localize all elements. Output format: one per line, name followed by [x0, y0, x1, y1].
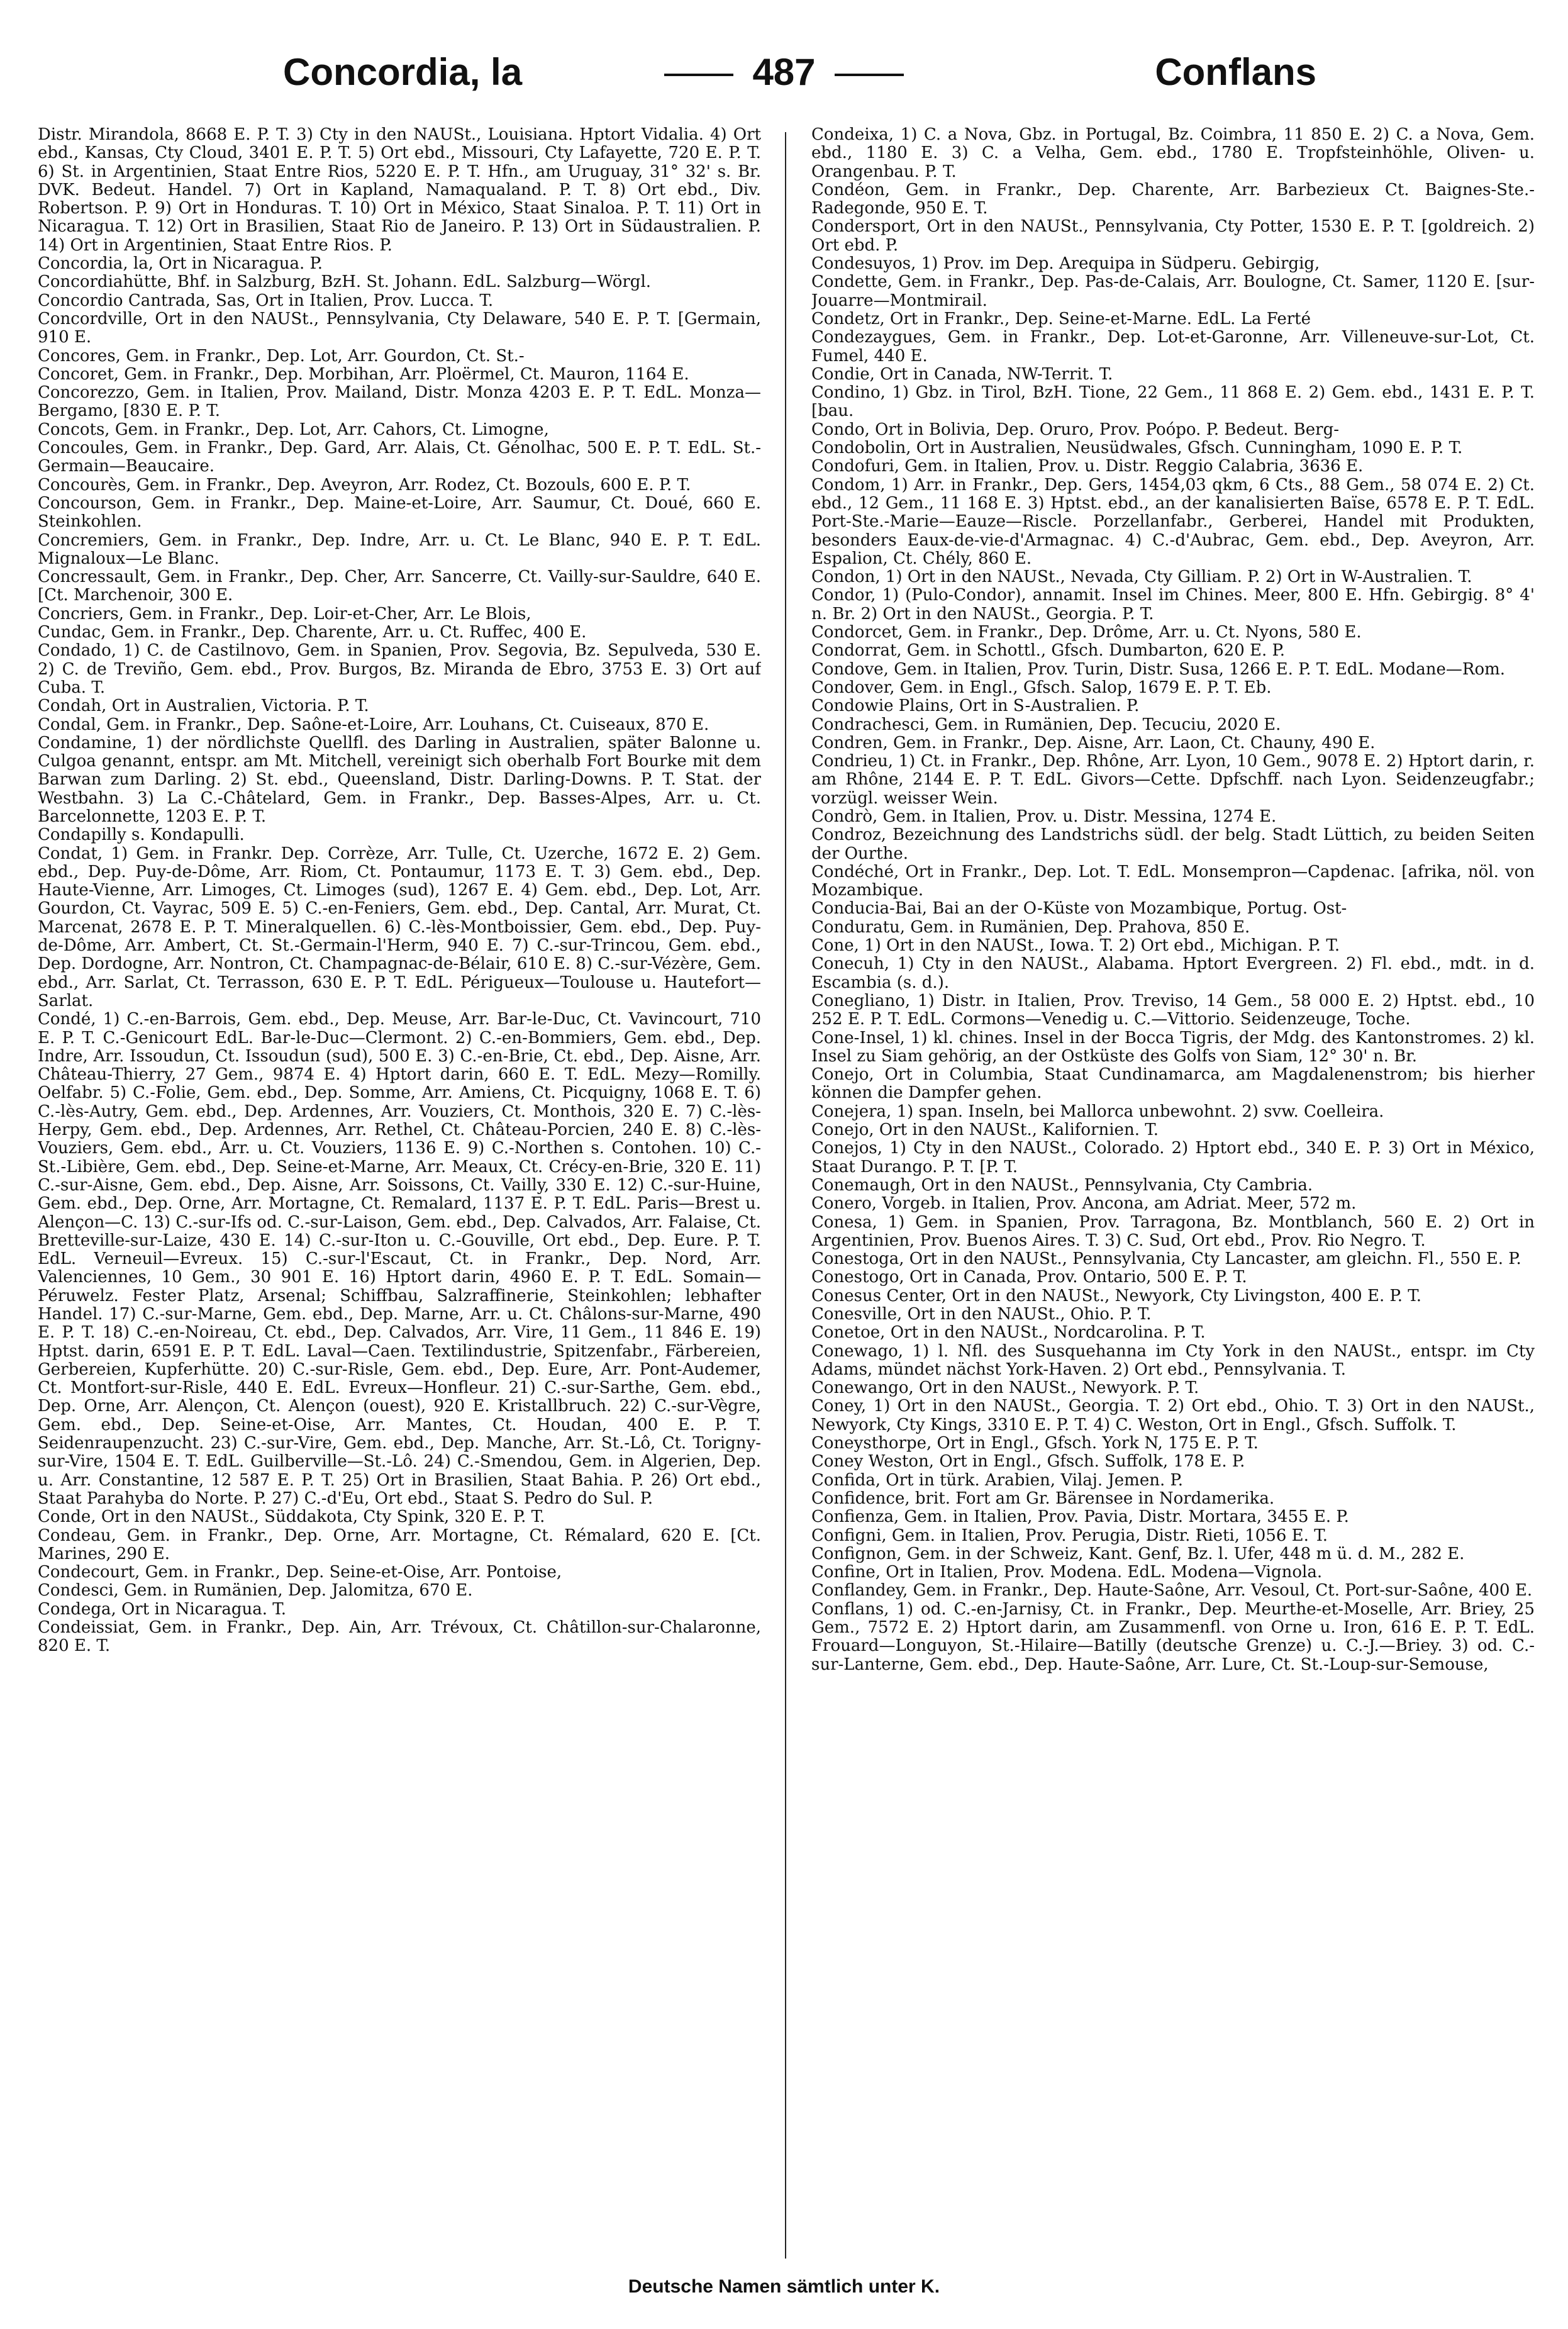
dictionary-entry: Condat, 1) Gem. in Frankr. Dep. Corrèze, Arr. Tulle, Ct. Uzerche, 1672 E. 2) Gem. ebd., Dep. Puy-de-Dôme, Arr. Riom, Ct. Pontaumur, 1173 E. T. 3) Gem. ebd., Dep. Haute-Vienne, Arr. Limoges, Ct. Limoges (sud), 1267 E. 4) Gem. ebd., Dep. Lot, Arr. Gourdon, Ct. Vayrac, 509 E. 5) C.-en-Feniers, Gem. ebd., Dep. Cantal, Arr. Murat, Ct. Marcenat, 2678 E. P. T. Mineralquellen. 6) C.-lès-Montboissier, Gem. ebd., Dep. Puy-de-Dôme, Arr. Ambert, Ct. St.-Germain-l'Herm, 940 E. 7) C.-sur-Trincou, Gem. ebd., Dep. Dordogne, Arr. Nontron, Ct. Champagnac-de-Bélair, 610 E. 8) C.-sur-Vézère, Gem. ebd., Arr. Sarlat, Ct. Terrasson, 630 E. P. T. EdL. Périgueux—Toulouse u. Hautefort—Sarlat. — [38, 844, 761, 1010]
column-divider — [785, 132, 786, 2259]
dictionary-entry: Conejo, Ort in Columbia, Staat Cundinamarca, am Magdalenenstrom; bis hierher können die Dampfer gehen. — [811, 1065, 1535, 1103]
dictionary-entry: Condrachesci, Gem. in Rumänien, Dep. Tecuciu, 2020 E. — [811, 715, 1281, 734]
dictionary-entry: Condrò, Gem. in Italien, Prov. u. Distr. Messina, 1274 E. — [811, 807, 1277, 826]
dictionary-entry: Condado, 1) C. de Castilnovo, Gem. in Spanien, Prov. Segovia, Bz. Sepulveda, 530 E. 2) C. de Treviño, Gem. ebd., Prov. Burgos, Bz. Miranda de Ebro, 3753 E. 3) Ort auf Cuba. T. — [38, 641, 761, 697]
dictionary-entry: Concots, Gem. in Frankr., Dep. Lot, Arr. Cahors, Ct. Limogne, — [38, 420, 549, 439]
dictionary-entry: Condie, Ort in Canada, NW-Territ. T. — [811, 364, 1113, 384]
header-dash-left — [664, 74, 733, 76]
dictionary-entry: Condofuri, Gem. in Italien, Prov. u. Distr. Reggio Calabria, 3636 E. — [811, 457, 1364, 476]
dictionary-entry: Coneysthorpe, Ort in Engl., Gfsch. York N, 175 E. P. T. — [811, 1434, 1259, 1453]
dictionary-entry: Concourès, Gem. in Frankr., Dep. Aveyron, Arr. Rodez, Ct. Bozouls, 600 E. P. T. — [38, 475, 691, 494]
dictionary-entry: Condino, 1) Gbz. in Tirol, BzH. Tione, 22 Gem., 11 868 E. 2) Gem. ebd., 1431 E. P. T. [bau. — [811, 383, 1535, 421]
dictionary-entry: Confidence, brit. Fort am Gr. Bärensee in Nordamerika. — [811, 1488, 1275, 1508]
dictionary-entry: Condéché, Ort in Frankr., Dep. Lot. T. EdL. Monsempron—Capdenac. [afrika, nöl. von Mozambique. — [811, 862, 1535, 900]
dictionary-entry: Condorrat, Gem. in Schottl., Gfsch. Dumbarton, 620 E. P. — [811, 641, 1286, 661]
dictionary-entry: Concremiers, Gem. in Frankr., Dep. Indre, Arr. u. Ct. Le Blanc, 940 E. P. T. EdL. Mignaloux—Le Blanc. — [38, 530, 761, 568]
dictionary-entry: Conemaugh, Ort in den NAUSt., Pennsylvania, Cty Cambria. — [811, 1175, 1313, 1195]
dictionary-entry: Condal, Gem. in Frankr., Dep. Saône-et-Loire, Arr. Louhans, Ct. Cuiseaux, 870 E. — [38, 715, 709, 734]
dictionary-entry: Conejera, 1) span. Inseln, bei Mallorca unbewohnt. 2) svw. Coelleira. — [811, 1102, 1384, 1121]
dictionary-entry: Condroz, Bezeichnung des Landstrichs südl. der belg. Stadt Lüttich, zu beiden Seiten der Ourthe. — [811, 825, 1535, 863]
dictionary-entry: Condeissiat, Gem. in Frankr., Dep. Ain, Arr. Trévoux, Ct. Châtillon-sur-Chalaronne, 820 E. T. — [38, 1618, 761, 1656]
dictionary-entry: Conecuh, 1) Cty in den NAUSt., Alabama. Hptort Evergreen. 2) Fl. ebd., mdt. in d. Escambia (s. d.). — [811, 954, 1535, 992]
header-last-entry: Conflans — [1155, 51, 1316, 93]
dictionary-entry: Conestoga, Ort in den NAUSt., Pennsylvania, Cty Lancaster, am gleichn. Fl., 550 E. P. — [811, 1249, 1521, 1269]
dictionary-entry: Concoret, Gem. in Frankr., Dep. Morbihan, Arr. Ploërmel, Ct. Mauron, 1164 E. — [38, 364, 689, 384]
dictionary-entry: Concriers, Gem. in Frankr., Dep. Loir-et-Cher, Arr. Le Blois, — [38, 604, 531, 623]
dictionary-entry: Conde, Ort in den NAUSt., Süddakota, Cty Spink, 320 E. P. T. — [38, 1507, 545, 1527]
dictionary-entry: Coney, 1) Ort in den NAUSt., Georgia. T. 2) Ort ebd., Ohio. T. 3) Ort in den NAUSt., Newyork, Cty Kings, 3310 E. P. T. 4) C. Weston, Ort in Engl., Gfsch. Suffolk. T. — [811, 1397, 1535, 1434]
dictionary-entry: Conduratu, Gem. in Rumänien, Dep. Prahova, 850 E. — [811, 917, 1250, 937]
dictionary-entry: Concressault, Gem. in Frankr., Dep. Cher, Arr. Sancerre, Ct. Vailly-sur-Sauldre, 640 E. [Ct. Marchenoir, 300 E. — [38, 567, 761, 605]
header-first-entry: Concordia, la — [283, 51, 523, 93]
dictionary-entry: Condrieu, 1) Ct. in Frankr., Dep. Rhône, Arr. Lyon, 10 Gem., 9078 E. 2) Hptort darin, r. am Rhône, 2144 E. P. T. EdL. Givors—Cette. Dpfschff. nach Lyon. Seidenzeugfabr.; vorzügl. weisser Wein. — [811, 752, 1535, 808]
dictionary-entry: Confine, Ort in Italien, Prov. Modena. EdL. Modena—Vignola. — [811, 1563, 1323, 1582]
dictionary-entry: Condezaygues, Gem. in Frankr., Dep. Lot-et-Garonne, Arr. Villeneuve-sur-Lot, Ct. Fumel, 440 E. — [811, 328, 1535, 366]
dictionary-entry: Conewago, 1) l. Nfl. des Susquehanna im Cty York in den NAUSt., entspr. im Cty Adams, mündet nächst York-Haven. 2) Ort ebd., Pennsylvania. T. — [811, 1341, 1535, 1379]
footer-note: Deutsche Namen sämtlich unter K. — [628, 2276, 940, 2297]
dictionary-entry: Condé, 1) C.-en-Barrois, Gem. ebd., Dep. Meuse, Arr. Bar-le-Duc, Ct. Vavincourt, 710 E. P. T. C.-Genicourt EdL. Bar-le-Duc—Clermont. 2) C.-en-Bommiers, Gem. ebd., Dep. Indre, Arr. Issoudun, Ct. Issoudun (sud), 500 E. 3) C.-en-Brie, Ct. ebd., Dep. Aisne, Arr. Château-Thierry, 27 Gem., 9874 E. 4) Hptort darin, 660 E. T. EdL. Mezy—Romilly. Oelfabr. 5) C.-Folie, Gem. ebd., Dep. Somme, Arr. Amiens, Ct. Picquigny, 1068 E. T. 6) C.-lès-Autry, Gem. ebd., Dep. Ardennes, Arr. Vouziers, Ct. Monthois, 320 E. 7) C.-lès-Herpy, Gem. ebd., Dep. Ardennes, Arr. Rethel, Ct. Château-Porcien, 240 E. 8) C.-lès-Vouziers, Gem. ebd., Arr. u. Ct. Vouziers, 1136 E. 9) C.-Northen s. Contohen. 10) C.-St.-Libière, Gem. ebd., Dep. Seine-et-Marne, Arr. Meaux, Ct. Crécy-en-Brie, 320 E. 11) C.-sur-Aisne, Gem. ebd., Dep. Aisne, Arr. Soissons, Ct. Vailly, 330 E. 12) C.-sur-Huine, Gem. ebd., Dep. Orne, Arr. Mortagne, Ct. Remalard, 1137 E. P. T. EdL. Paris—Brest u. Alençon—C. 13) C.-sur-Ifs od. C.-sur-Laison, Gem. ebd., Dep. Calvados, Arr. Falaise, Ct. Bretteville-sur-Laize, 430 E. 14) C.-sur-Iton u. C.-Gouville, Ort ebd., Dep. Eure. P. T. EdL. Verneuil—Evreux. 15) C.-sur-l'Escaut, Ct. in Frankr., Dep. Nord, Arr. Valenciennes, 10 Gem., 30 901 E. 16) Hptort darin, 4960 E. P. T. EdL. Somain—Péruwelz. Fester Platz, Arsenal; Schiffbau, Salzraffinerie, Steinkohlen; lebhafter Handel. 17) C.-sur-Marne, Gem. ebd., Dep. Marne, Arr. u. Ct. Châlons-sur-Marne, 490 E. P. T. 18) C.-en-Noireau, Ct. ebd., Dep. Calvados, Arr. Vire, 11 Gem., 11 846 E. 19) Hptst. darin, 6591 E. P. T. EdL. Laval—Caen. Textilindustrie, Spitzenfabr., Färbereien, Gerbereien, Kupferhütte. 20) C.-sur-Risle, Gem. ebd., Dep. Eure, Arr. Pont-Audemer, Ct. Montfort-sur-Risle, 440 E. EdL. Evreux—Honfleur. 21) C.-sur-Sarthe, Gem. ebd., Dep. Orne, Arr. Alençon, Ct. Alençon (ouest), 920 E. Kristallbruch. 22) C.-sur-Vègre, Gem. ebd., Dep. Seine-et-Oise, Arr. Mantes, Ct. Houdan, 400 E. P. T. Seidenraupenzucht. 23) C.-sur-Vire, Gem. ebd., Dep. Manche, Arr. St.-Lô, Ct. Torigny-sur-Vire, 1504 E. T. EdL. Guilberville—St.-Lô. 24) C.-Smendou, Gem. in Algerien, Dep. u. Arr. Constantine, 12 587 E. P. T. 25) Ort in Brasilien, Staat Bahia. P. 26) Ort ebd., Staat Parahyba do Norte. P. 27) C.-d'Eu, Ort ebd., Staat S. Pedro do Sul. P. — [38, 1010, 761, 1508]
dictionary-entry: Condesci, Gem. in Rumänien, Dep. Jalomitza, 670 E. — [38, 1581, 473, 1600]
dictionary-entry: Condapilly s. Kondapulli. — [38, 825, 245, 845]
dictionary-entry: Condorcet, Gem. in Frankr., Dep. Drôme, Arr. u. Ct. Nyons, 580 E. — [811, 623, 1362, 642]
dictionary-entry: Cone-Insel, 1) kl. chines. Insel in der Bocca Tigris, der Mdg. des Kantonstromes. 2) kl. Insel zu Siam gehörig, an der Ostküste des Golfs von Siam, 12° 30' n. Br. — [811, 1028, 1535, 1066]
dictionary-entry: Condamine, 1) der nördlichste Quellfl. des Darling in Australien, später Balonne u. Culgoa genannt, entspr. am Mt. Mitchell, vereinigt sich oberhalb Fort Bourke mit dem Barwan zum Darling. 2) St. ebd., Queensland, Distr. Darling-Downs. P. T. Stat. der Westbahn. 3) La C.-Châtelard, Gem. in Frankr., Dep. Basses-Alpes, Arr. u. Ct. Barcelonnette, 1203 E. P. T. — [38, 733, 761, 826]
dictionary-entry: Condove, Gem. in Italien, Prov. Turin, Distr. Susa, 1266 E. P. T. EdL. Modane—Rom. — [811, 659, 1506, 679]
dictionary-entry: Conero, Vorgeb. in Italien, Prov. Ancona, am Adriat. Meer, 572 m. — [811, 1194, 1357, 1214]
dictionary-entry: Conewango, Ort in den NAUSt., Newyork. P. T. — [811, 1378, 1199, 1398]
dictionary-entry: Condom, 1) Arr. in Frankr., Dep. Gers, 1454,03 qkm, 6 Cts., 88 Gem., 58 074 E. 2) Ct. ebd., 12 Gem., 11 168 E. 3) Hptst. ebd., an der kanalisierten Baïse, 6578 E. P. T. EdL. Port-Ste.-Marie—Eauze—Riscle. Porzellanfabr., Gerberei, Handel mit Produkten, besonders Eaux-de-vie-d'Armagnac. 4) C.-d'Aubrac, Gem. ebd., Dep. Aveyron, Arr. Espalion, Ct. Chély, 860 E. — [811, 475, 1535, 568]
dictionary-entry: Conegliano, 1) Distr. in Italien, Prov. Treviso, 14 Gem., 58 000 E. 2) Hptst. ebd., 10 252 E. P. T. EdL. Cormons—Venedig u. C.—Vittorio. Seidenzeuge, Toche. — [811, 991, 1535, 1029]
dictionary-entry: Conejos, 1) Cty in den NAUSt., Colorado. 2) Hptort ebd., 340 E. P. 3) Ort in México, Staat Durango. P. T. [P. T. — [811, 1139, 1535, 1176]
dictionary-entry: Concordville, Ort in den NAUSt., Pennsylvania, Cty Delaware, 540 E. P. T. [Germain, 910 E. — [38, 309, 761, 347]
header-dash-right — [835, 74, 904, 76]
left-column — [38, 126, 761, 2265]
dictionary-entry: Cundac, Gem. in Frankr., Dep. Charente, Arr. u. Ct. Ruffec, 400 E. — [38, 623, 587, 642]
dictionary-entry: Condor, 1) (Pulo-Condor), annamit. Insel im Chines. Meer, 800 E. Hfn. Gebirgig. 8° 4' n. Br. 2) Ort in den NAUSt., Georgia. P. T. — [811, 586, 1535, 623]
dictionary-entry: Concordiahütte, Bhf. in Salzburg, BzH. St. Johann. EdL. Salzburg—Wörgl. — [38, 272, 652, 292]
dictionary-entry: Condo, Ort in Bolivia, Dep. Oruro, Prov. Poópo. P. Bedeut. Berg- — [811, 420, 1340, 439]
dictionary-entry: Condobolin, Ort in Australien, Neusüdwales, Gfsch. Cunningham, 1090 E. P. T. — [811, 438, 1463, 458]
dictionary-entry: Conejo, Ort in den NAUSt., Kalifornien. T. — [811, 1120, 1159, 1140]
dictionary-entry: Condowie Plains, Ort in S-Australien. P. — [811, 696, 1140, 716]
dictionary-entry: Condega, Ort in Nicaragua. T. — [38, 1599, 287, 1619]
dictionary-entry: Conestogo, Ort in Canada, Prov. Ontario, 500 E. P. T. — [811, 1268, 1247, 1287]
dictionary-entry: Distr. Mirandola, 8668 E. P. T. 3) Cty in den NAUSt., Louisiana. Hptort Vidalia. 4) Ort ebd., Kansas, Cty Cloud, 3401 E. P. T. 5) Ort ebd., Missouri, Cty Lafayette, 720 E. P. T. 6) St. in Argentinien, Staat Entre Rios, 5220 E. P. T. Hfn., am Uruguay, 31° 32' s. Br. DVK. Bedeut. Handel. 7) Ort in Kapland, Namaqualand. P. T. 8) Ort ebd., Div. Robertson. P. 9) Ort in Honduras. T. 10) Ort in México, Staat Sinaloa. P. T. 11) Ort in Nicaragua. T. 12) Ort in Brasilien, Staat Rio de Janeiro. P. 13) Ort in Südaustralien. P. 14) Ort in Argentinien, Staat Entre Rios. P. — [38, 126, 761, 255]
dictionary-entry: Condetz, Ort in Frankr., Dep. Seine-et-Marne. EdL. La Ferté — [811, 309, 1311, 328]
dictionary-entry: Condeixa, 1) C. a Nova, Gbz. in Portugal, Bz. Coimbra, 11 850 E. 2) C. a Nova, Gem. ebd., 1180 E. 3) C. a Velha, Gem. ebd., 1780 E. Tropfsteinhöhle, Oliven- u. Orangenbau. P. T. — [811, 126, 1535, 181]
dictionary-entry: Condecourt, Gem. in Frankr., Dep. Seine-et-Oise, Arr. Pontoise, — [38, 1563, 562, 1582]
dictionary-entry: Conflandey, Gem. in Frankr., Dep. Haute-Saône, Arr. Vesoul, Ct. Port-sur-Saône, 400 E. — [811, 1581, 1533, 1600]
dictionary-entry: Condeau, Gem. in Frankr., Dep. Orne, Arr. Mortagne, Ct. Rémalard, 620 E. [Ct. Marines, 290 E. — [38, 1526, 761, 1563]
dictionary-entry: Concordio Cantrada, Sas, Ort in Italien, Prov. Lucca. T. — [38, 291, 494, 310]
dictionary-entry: Condéon, Gem. in Frankr., Dep. Charente, Arr. Barbezieux Ct. Baignes-Ste.-Radegonde, 950 E. T. — [811, 180, 1535, 218]
dictionary-entry: Confignon, Gem. in der Schweiz, Kant. Genf, Bz. l. Ufer, 448 m ü. d. M., 282 E. — [811, 1544, 1465, 1563]
dictionary-entry: Condesuyos, 1) Prov. im Dep. Arequipa in Südperu. Gebirgig, — [811, 254, 1320, 274]
text-columns — [38, 126, 1535, 2265]
dictionary-entry: Concordia, la, Ort in Nicaragua. P. — [38, 254, 323, 274]
dictionary-entry: Conesa, 1) Gem. in Spanien, Prov. Tarragona, Bz. Montblanch, 560 E. 2) Ort in Argentinien, Prov. Buenos Aires. T. 3) C. Sud, Ort ebd., Prov. Rio Negro. T. — [811, 1212, 1535, 1250]
dictionary-entry: Conesville, Ort in den NAUSt., Ohio. P. T. — [811, 1305, 1152, 1324]
dictionary-entry: Confida, Ort in türk. Arabien, Vilaj. Jemen. P. — [811, 1470, 1183, 1490]
dictionary-entry: Conducia-Bai, Bai an der O-Küste von Mozambique, Portug. Ost- — [811, 899, 1347, 919]
dictionary-entry: Conflans, 1) od. C.-en-Jarnisy, Ct. in Frankr., Dep. Meurthe-et-Moselle, Arr. Briey, 25 Gem., 7572 E. 2) Hptort darin, am Zusammenfl. von Orne u. Iron, 616 E. P. T. EdL. Frouard—Longuyon, St.-Hilaire—Batilly (deutsche Grenze) u. C.-J.—Briey. 3) od. C.-sur-Lanterne, Gem. ebd., Dep. Haute-Saône, Arr. Lure, Ct. St.-Loup-sur-Semouse, — [811, 1599, 1535, 1674]
page-number: 487 — [752, 51, 816, 93]
dictionary-entry: Condover, Gem. in Engl., Gfsch. Salop, 1679 E. P. T. Eb. — [811, 678, 1272, 697]
dictionary-entry: Coney Weston, Ort in Engl., Gfsch. Suffolk, 178 E. P. — [811, 1452, 1245, 1472]
dictionary-entry: Condah, Ort in Australien, Victoria. P. T. — [38, 696, 369, 716]
dictionary-entry: Condette, Gem. in Frankr., Dep. Pas-de-Calais, Arr. Boulogne, Ct. Samer, 1120 E. [sur-Jouarre—Montmirail. — [811, 272, 1535, 310]
dictionary-entry: Concourson, Gem. in Frankr., Dep. Maine-et-Loire, Arr. Saumur, Ct. Doué, 660 E. Steinkohlen. — [38, 493, 761, 532]
dictionary-entry: Condon, 1) Ort in den NAUSt., Nevada, Cty Gilliam. P. 2) Ort in W-Australien. T. — [811, 567, 1472, 587]
dictionary-entry: Cone, 1) Ort in den NAUSt., Iowa. T. 2) Ort ebd., Michigan. P. T. — [811, 936, 1340, 956]
dictionary-entry: Confienza, Gem. in Italien, Prov. Pavia, Distr. Mortara, 3455 E. P. — [811, 1507, 1349, 1527]
dictionary-entry: Condren, Gem. in Frankr., Dep. Aisne, Arr. Laon, Ct. Chauny, 490 E. — [811, 733, 1376, 752]
dictionary-entry: Conesus Center, Ort in den NAUSt., Newyork, Cty Livingston, 400 E. P. T. — [811, 1286, 1422, 1305]
dictionary-entry: Conetoe, Ort in den NAUSt., Nordcarolina. P. T. — [811, 1323, 1206, 1343]
dictionary-entry: Concores, Gem. in Frankr., Dep. Lot, Arr. Gourdon, Ct. St.- — [38, 346, 525, 366]
running-head — [63, 44, 1505, 101]
right-column — [811, 126, 1535, 2265]
dictionary-entry: Concoules, Gem. in Frankr., Dep. Gard, Arr. Alais, Ct. Génolhac, 500 E. P. T. EdL. St.-Germain—Beaucaire. — [38, 438, 761, 476]
dictionary-entry: Condersport, Ort in den NAUSt., Pennsylvania, Cty Potter, 1530 E. P. T. [goldreich. 2) Ort ebd. P. — [811, 217, 1535, 255]
dictionary-entry: Configni, Gem. in Italien, Prov. Perugia, Distr. Rieti, 1056 E. T. — [811, 1526, 1328, 1545]
dictionary-entry: Concorezzo, Gem. in Italien, Prov. Mailand, Distr. Monza 4203 E. P. T. EdL. Monza—Bergamo, [830 E. P. T. — [38, 383, 761, 421]
